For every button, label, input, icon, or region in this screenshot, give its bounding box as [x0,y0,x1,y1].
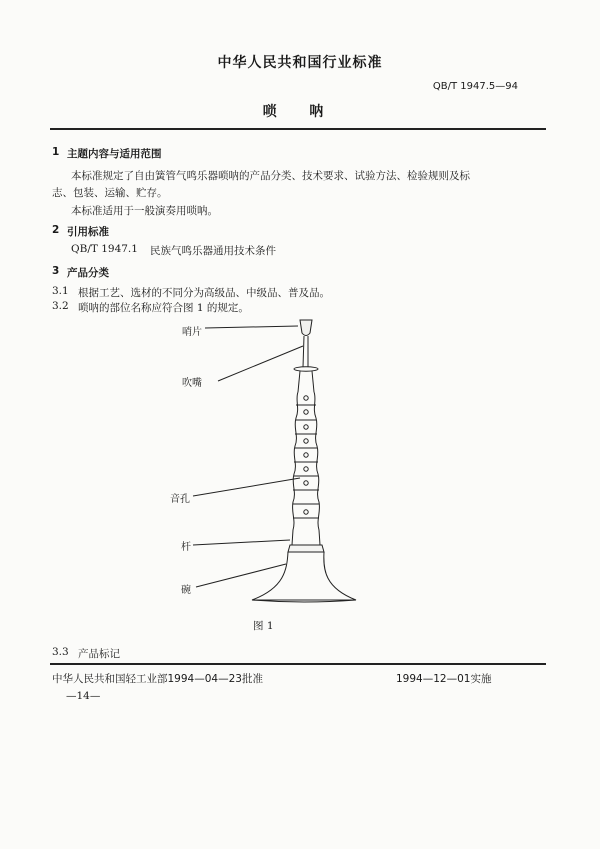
standard-code: QB/T 1947.5—94 [432,81,518,92]
section-3-1-number: 3.1 [52,285,69,297]
page-number: —14— [66,690,101,702]
section-1-number: 1 [52,146,60,158]
section-2-title: 引用标准 [67,226,109,238]
finger-hole [304,396,308,400]
staple-left [303,336,304,367]
section-3-1-text: 根据工艺、选材的不同分为高级品、中级品、普及品。 [78,287,330,299]
leader-body [193,540,290,545]
section-1-paragraph-1-line-1: 本标准规定了自由簧管气鸣乐器唢呐的产品分类、技术要求、试验方法、检验规则及标 [71,170,470,182]
section-3-2-text: 唢呐的部位名称应符合图 1 的规定。 [78,302,249,314]
section-1-paragraph-2: 本标准适用于一般演奏用唢呐。 [71,205,218,217]
bell-shape [252,552,356,600]
finger-hole [304,439,308,443]
body-left-outline [292,392,298,545]
reference-title: 民族气鸣乐器通用技术条件 [150,245,276,257]
leader-finger-holes [193,478,300,496]
finger-hole [304,425,308,429]
section-2-number: 2 [52,224,60,236]
label-finger-holes: 音孔 [170,494,190,505]
section-3-number: 3 [52,265,60,277]
section-1-title: 主题内容与适用范围 [67,148,162,160]
document-title: 唢 呐 [262,104,338,120]
label-body: 杆 [181,542,191,553]
implementation-line: 1994—12—01实施 [396,673,492,685]
approval-line: 中华人民共和国轻工业部1994—04—23批准 [52,673,263,685]
section-3-3-text: 产品标记 [78,648,120,660]
section-3-title: 产品分类 [67,267,109,279]
finger-hole [304,481,308,485]
figure-caption: 图 1 [253,620,274,632]
reed-shape [300,320,312,336]
collar [288,545,324,552]
finger-hole [304,467,308,471]
leader-reed [205,326,298,328]
leader-bell [196,564,286,587]
leader-mouthpipe [218,346,303,381]
label-mouthpipe: 吹嘴 [182,378,202,389]
section-1-paragraph-1-line-2: 志、包装、运输、贮存。 [52,187,168,199]
reference-code: QB/T 1947.1 [71,243,138,255]
neck [298,371,314,392]
lip-disc [294,367,318,371]
finger-hole [304,510,308,514]
label-bell: 碗 [181,585,191,596]
body-right-outline [314,392,320,545]
label-reed: 哨片 [182,327,202,338]
finger-hole [304,453,308,457]
standard-title: 中华人民共和国行业标准 [217,55,383,71]
footer-divider [50,663,546,665]
finger-hole [304,410,308,414]
section-3-2-number: 3.2 [52,300,69,312]
section-3-3-number: 3.3 [52,646,69,658]
